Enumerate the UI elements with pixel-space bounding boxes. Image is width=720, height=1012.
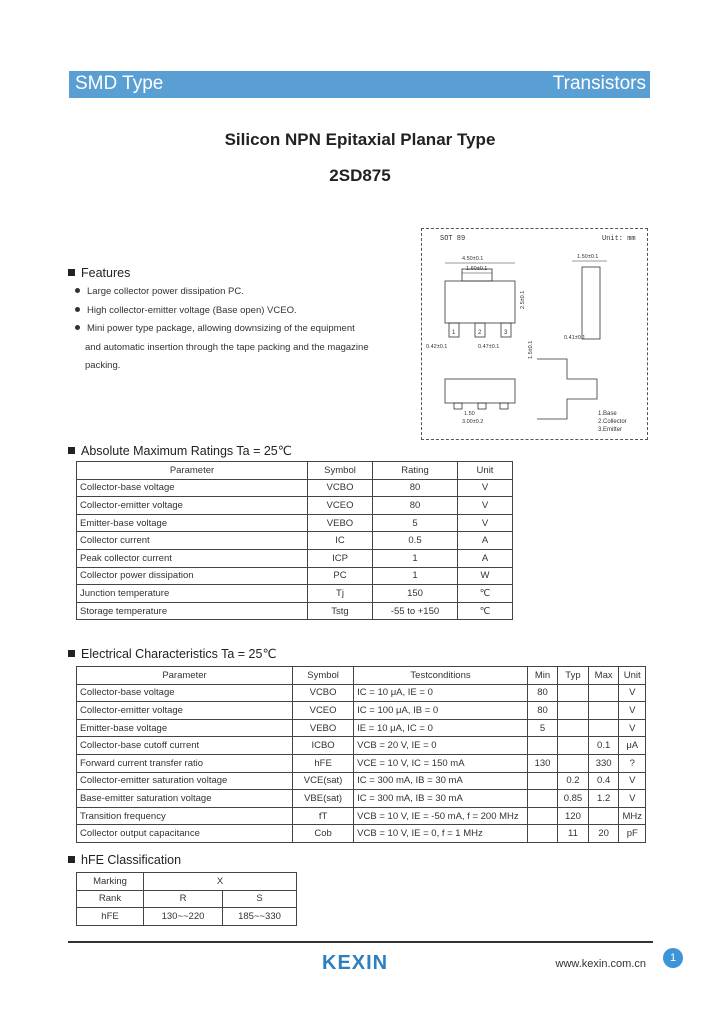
features-list: [75, 283, 415, 376]
table-row: Peak collector current ICP 1 A: [77, 549, 513, 567]
feature-item: High collector-emitter voltage (Base open) VCEO.: [75, 302, 415, 321]
page-number-badge: 1: [663, 948, 683, 968]
table-row: Collector current IC 0.5 A: [77, 532, 513, 550]
part-number: 2SD875: [329, 166, 391, 185]
package-unit: Unit: mm: [602, 235, 636, 243]
footer-divider: [68, 941, 653, 943]
table-row: Collector-base voltage VCBO 80 V: [77, 479, 513, 497]
table-row: Collector-emitter voltage VCEO 80 V: [77, 497, 513, 515]
square-bullet-icon: [68, 447, 75, 454]
features-heading: Features: [68, 266, 130, 280]
package-name: SOT 89: [440, 235, 466, 243]
table-header-row: Parameter Symbol Rating Unit: [77, 462, 513, 480]
elec-heading: Electrical Characteristics Ta = 25℃: [68, 646, 276, 661]
svg-text:2.5±0.1: 2.5±0.1: [520, 290, 526, 309]
table-row: Collector-base cutoff current ICBO VCB = 20 V, IE = 0 0.1 μA: [77, 737, 646, 755]
svg-text:0.41±0.1: 0.41±0.1: [564, 335, 586, 341]
svg-text:1.60±0.1: 1.60±0.1: [466, 266, 488, 272]
table-row: Collector output capacitance Cob VCB = 10 V, IE = 0, f = 1 MHz 11 20 pF: [77, 825, 646, 843]
table-row: Collector-emitter saturation voltage VCE(sat) IC = 300 mA, IB = 30 mA 0.2 0.4 V: [77, 772, 646, 790]
header-banner: [69, 71, 650, 98]
table-row: Emitter-base voltage VEBO IE = 10 μA, IC = 0 5 V: [77, 719, 646, 737]
table-row: Storage temperature Tstg -55 to +150 ℃: [77, 602, 513, 620]
table-row: Collector-emitter voltage VCEO IC = 100 μA, IB = 0 80 V: [77, 702, 646, 720]
footer-url[interactable]: www.kexin.com.cn: [555, 958, 646, 970]
svg-text:2: 2: [478, 330, 482, 336]
package-drawing: [421, 228, 648, 440]
table-row: Base-emitter saturation voltage VBE(sat) IC = 300 mA, IB = 30 mA 0.85 1.2 V: [77, 790, 646, 808]
svg-text:1.5±0.1: 1.5±0.1: [528, 340, 534, 359]
kexin-logo: KEXIN: [322, 952, 389, 974]
square-bullet-icon: [68, 856, 75, 863]
square-bullet-icon: [68, 269, 75, 276]
table-row: Marking X: [77, 873, 297, 891]
feature-continuation: and automatic insertion through the tape packing and the magazine: [85, 341, 369, 353]
abs-max-table: [76, 461, 513, 620]
table-row: Transition frequency fT VCB = 10 V, IE = -50 mA, f = 200 MHz 120 MHz: [77, 807, 646, 825]
header-left: SMD Type: [75, 73, 164, 94]
svg-text:0.42±0.1: 0.42±0.1: [426, 344, 448, 350]
svg-text:4.50±0.1: 4.50±0.1: [462, 256, 484, 262]
bullet-icon: [75, 288, 80, 293]
svg-text:2.Collector: 2.Collector: [598, 419, 627, 425]
feature-item: Mini power type package, allowing downsizing of the equipment: [75, 320, 415, 339]
hfe-heading: hFE Classification: [68, 853, 181, 867]
svg-text:3: 3: [504, 330, 508, 336]
table-header-row: Parameter Symbol Testconditions Min Typ Max Unit: [77, 667, 646, 685]
svg-text:1.50±0.1: 1.50±0.1: [577, 254, 599, 260]
svg-text:1.Base: 1.Base: [598, 411, 617, 417]
table-row: Emitter-base voltage VEBO 5 V: [77, 514, 513, 532]
table-row: Forward current transfer ratio hFE VCE = 10 V, IC = 150 mA 130 330 ?: [77, 754, 646, 772]
svg-text:0.47±0.1: 0.47±0.1: [478, 344, 500, 350]
feature-continuation: packing.: [85, 360, 121, 371]
svg-text:1.50: 1.50: [464, 411, 475, 417]
hfe-table: [76, 872, 297, 926]
square-bullet-icon: [68, 650, 75, 657]
table-row: Rank R S: [77, 890, 297, 908]
svg-text:3.Emitter: 3.Emitter: [598, 427, 623, 433]
table-row: Collector-base voltage VCBO IC = 10 μA, IE = 0 80 V: [77, 684, 646, 702]
svg-text:3.00±0.2: 3.00±0.2: [462, 419, 484, 425]
svg-text:1: 1: [452, 330, 456, 336]
bullet-icon: [75, 325, 80, 330]
feature-item: Large collector power dissipation PC.: [75, 283, 415, 302]
table-row: Collector power dissipation PC 1 W: [77, 567, 513, 585]
header-right: Transistors: [552, 73, 646, 94]
document-title: Silicon NPN Epitaxial Planar Type: [224, 130, 496, 149]
bullet-icon: [75, 307, 80, 312]
table-row: hFE 130~~220 185~~330: [77, 908, 297, 926]
table-row: Junction temperature Tj 150 ℃: [77, 585, 513, 603]
elec-table: [76, 666, 646, 843]
abs-max-heading: Absolute Maximum Ratings Ta = 25℃: [68, 443, 292, 458]
package-outline-svg: [422, 229, 647, 439]
